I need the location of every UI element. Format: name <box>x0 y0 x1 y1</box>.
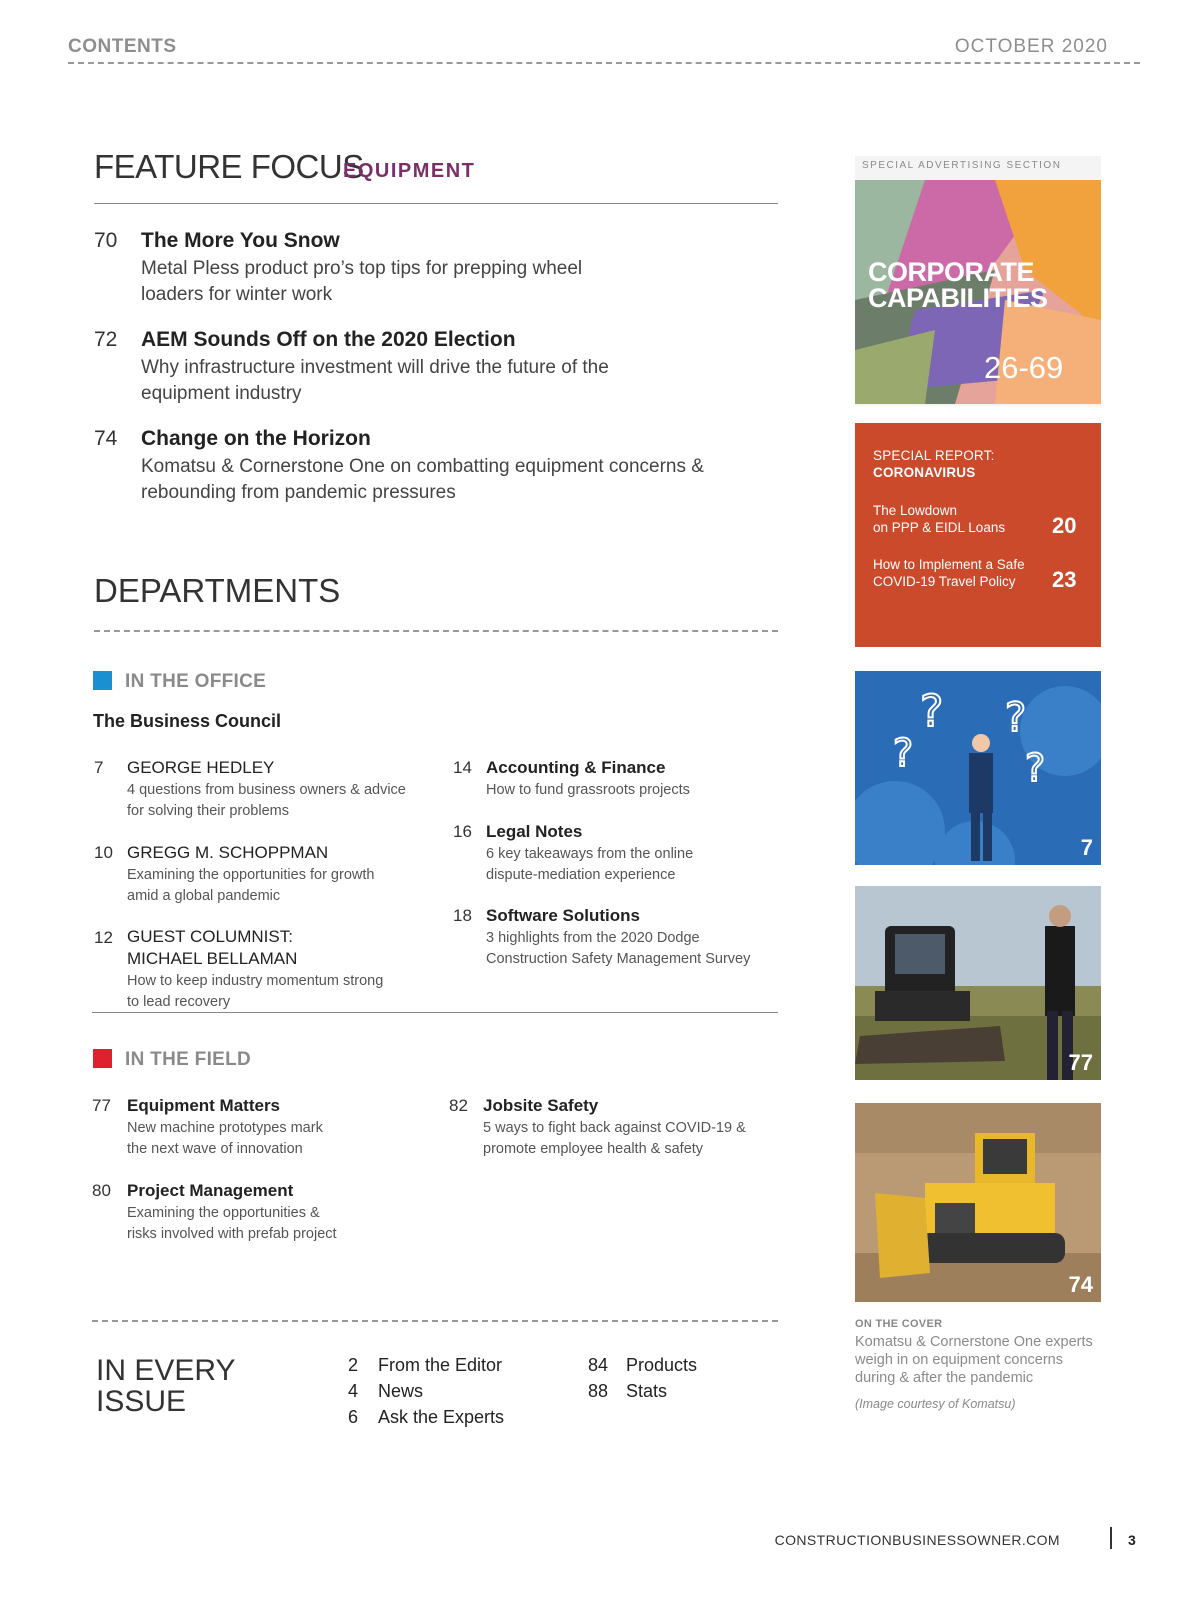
dept-page: 16 <box>453 822 472 841</box>
feature-focus-divider <box>94 203 778 204</box>
office-color-square <box>93 671 112 690</box>
dept-page: 82 <box>449 1096 468 1115</box>
dept-desc: Examining the opportunities for growth amid a global pandemic <box>127 867 375 904</box>
dept-desc: 3 highlights from the 2020 Dodge Construction Safety Management Survey <box>486 930 751 967</box>
footer-divider <box>1110 1527 1112 1549</box>
in-the-office-label: IN THE OFFICE <box>125 671 267 692</box>
svg-text:?: ? <box>1005 695 1027 741</box>
feature-desc: Komatsu & Cornerstone One on combatting equipment concerns & rebounding from pandemic pressures <box>141 456 704 503</box>
on-the-cover-desc: Komatsu & Cornerstone One experts weigh in on equipment concerns during & after the pandemic <box>855 1334 1093 1386</box>
in-every-issue-divider <box>92 1320 778 1322</box>
dept-title[interactable]: Jobsite Safety <box>483 1096 599 1115</box>
departments-title: DEPARTMENTS <box>94 572 341 609</box>
dept-page: 80 <box>92 1181 111 1200</box>
cover-image-credit: (Image courtesy of Komatsu) <box>855 1397 1016 1411</box>
feature-page: 72 <box>94 328 118 351</box>
image-page-number: 7 <box>1080 835 1093 860</box>
dept-page: 10 <box>94 843 113 862</box>
on-the-cover-label: ON THE COVER <box>855 1318 943 1330</box>
in-every-issue-title: IN EVERY ISSUE <box>96 1354 236 1418</box>
issue-date: OCTOBER 2020 <box>954 36 1108 57</box>
special-report-item[interactable]: How to Implement a Safe COVID-19 Travel Policy <box>873 557 1025 589</box>
business-council-subhead: The Business Council <box>93 711 282 731</box>
feature-focus-title: FEATURE FOCUS <box>94 148 364 185</box>
svg-text:?: ? <box>1025 746 1046 790</box>
feature-title[interactable]: AEM Sounds Off on the 2020 Election <box>141 328 516 351</box>
image-page-number: 77 <box>1068 1050 1093 1075</box>
dept-title[interactable]: Software Solutions <box>486 906 640 925</box>
dept-desc: How to fund grassroots projects <box>486 782 690 798</box>
dept-desc: 5 ways to fight back against COVID-19 & promote employee health & safety <box>483 1120 746 1157</box>
departments-divider <box>94 630 778 632</box>
dept-page: 12 <box>94 928 113 947</box>
dept-title[interactable]: GEORGE HEDLEY <box>127 758 275 777</box>
image-page-number: 74 <box>1068 1272 1093 1297</box>
feature-desc: Why infrastructure investment will drive the future of the equipment industry <box>141 357 609 404</box>
issue-item[interactable]: 6 Ask the Experts <box>348 1407 505 1427</box>
header-divider <box>68 62 1140 64</box>
issue-item[interactable]: 84 Products <box>588 1355 698 1375</box>
special-report-item[interactable]: The Lowdown on PPP & EIDL Loans <box>873 503 1006 535</box>
skid-steer-photo[interactable] <box>855 886 1101 1080</box>
field-color-square <box>93 1049 112 1068</box>
komatsu-dozer-photo[interactable] <box>855 1103 1101 1302</box>
office-field-divider <box>92 1012 778 1013</box>
ad-page-range: 26-69 <box>984 350 1064 385</box>
ad-title: CORPORATE CAPABILITIES <box>868 257 1048 313</box>
feature-page: 70 <box>94 229 118 252</box>
dept-title[interactable]: GREGG M. SCHOPPMAN <box>127 843 329 862</box>
dept-page: 18 <box>453 906 472 925</box>
dept-desc: 6 key takeaways from the online dispute-mediation experience <box>486 846 694 883</box>
dept-page: 7 <box>94 758 104 777</box>
footer-url[interactable]: CONSTRUCTIONBUSINESSOWNER.COM <box>774 1532 1060 1548</box>
dept-title[interactable]: GUEST COLUMNIST: MICHAEL BELLAMAN <box>127 927 298 968</box>
svg-text:?: ? <box>893 731 914 775</box>
special-report-page: 20 <box>1052 513 1077 538</box>
feature-title[interactable]: Change on the Horizon <box>141 427 371 450</box>
special-report-page: 23 <box>1052 567 1077 592</box>
dept-title[interactable]: Project Management <box>127 1181 294 1200</box>
dept-page: 14 <box>453 758 472 777</box>
svg-text:?: ? <box>920 686 944 737</box>
dept-desc: Examining the opportunities & risks involved with prefab project <box>127 1205 337 1242</box>
dept-desc: 4 questions from business owners & advice for solving their problems <box>127 782 406 819</box>
footer-page-number: 3 <box>1128 1532 1136 1548</box>
issue-item[interactable]: 2 From the Editor <box>348 1355 503 1375</box>
issue-item[interactable]: 4 News <box>348 1381 424 1401</box>
ad-section-label: SPECIAL ADVERTISING SECTION <box>862 160 1062 171</box>
feature-desc: Metal Pless product pro’s top tips for prepping wheel loaders for winter work <box>141 258 583 305</box>
issue-item[interactable]: 88 Stats <box>588 1381 668 1401</box>
feature-focus-tag: EQUIPMENT <box>343 160 476 182</box>
dept-desc: New machine prototypes mark the next wave of innovation <box>127 1120 323 1157</box>
dept-title[interactable]: Equipment Matters <box>127 1096 281 1115</box>
feature-title[interactable]: The More You Snow <box>141 229 340 252</box>
dept-page: 77 <box>92 1096 111 1115</box>
question-marks-illustration[interactable] <box>855 671 1101 865</box>
dept-title[interactable]: Legal Notes <box>486 822 583 841</box>
dept-desc: How to keep industry momentum strong to lead recovery <box>127 973 384 1010</box>
dept-title[interactable]: Accounting & Finance <box>486 758 666 777</box>
feature-page: 74 <box>94 427 118 450</box>
section-header: CONTENTS <box>68 36 177 57</box>
in-the-field-label: IN THE FIELD <box>125 1049 252 1070</box>
special-report-label: SPECIAL REPORT: CORONAVIRUS <box>873 448 995 480</box>
